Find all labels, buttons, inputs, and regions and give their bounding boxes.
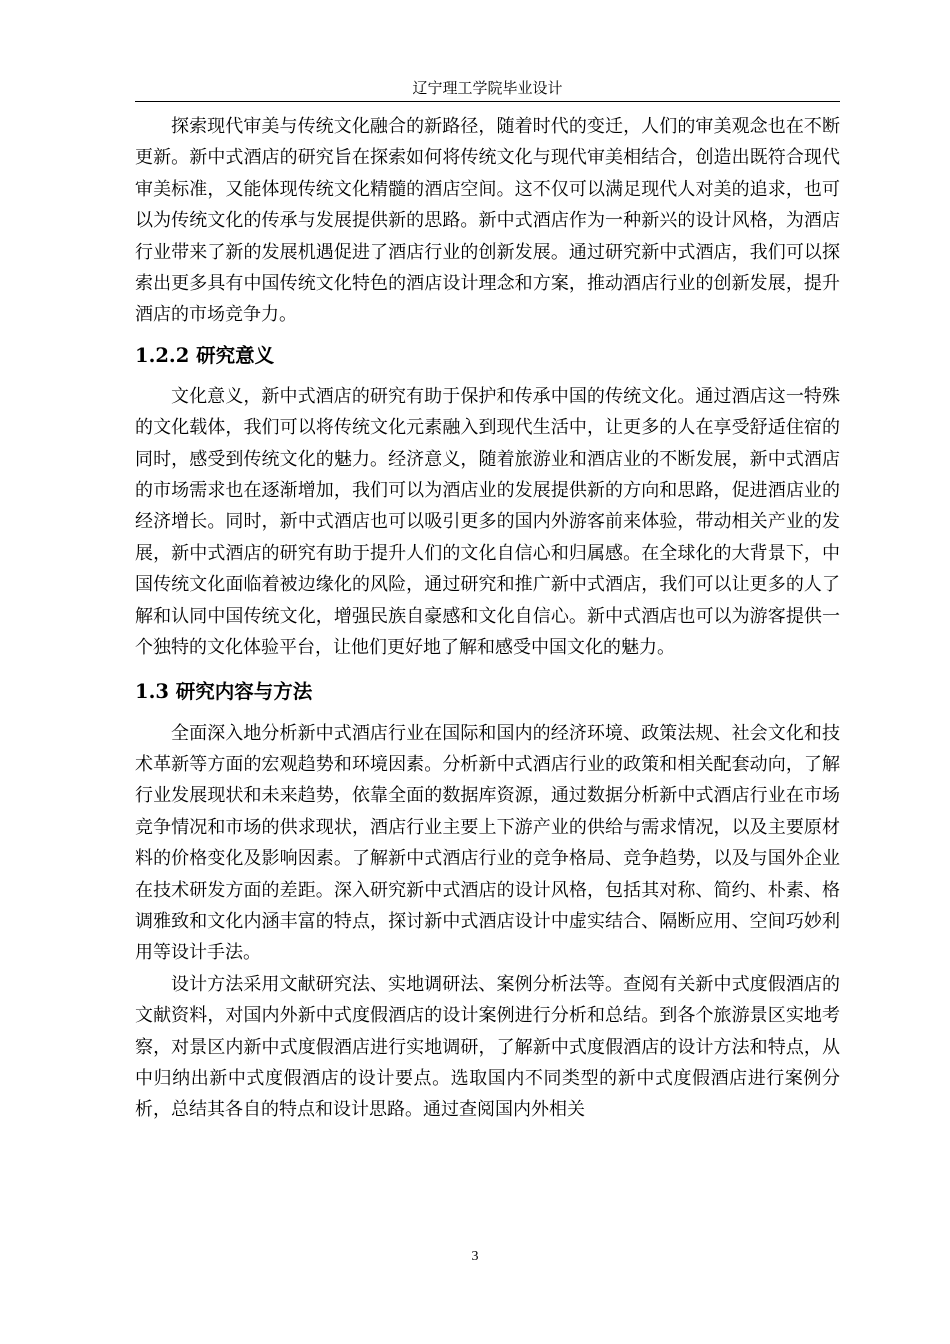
page-header: 辽宁理工学院毕业设计 bbox=[412, 79, 563, 97]
intro-paragraph: 探索现代审美与传统文化融合的新路径，随着时代的变迁，人们的审美观念也在不断更新。新中式酒店的研究旨在探索如何将传统文化与现代审美相结合，创造出既符合现代审美标准，又能体现传统文化精髓的酒店空间。这不仅可以满足现代人对美的追求，也可以为传统文化的传承与发展提供新的思路。新中式酒店作为一种新兴的设计风格，为酒店行业带来了新的发展机遇促进了酒店行业的创新发展。通过研究新中式酒店，我们可以探索出更多具有中国传统文化特色的酒店设计理念和方案，推动酒店行业的创新发展，提升酒店的市场竞争力。 bbox=[135, 116, 840, 326]
significance-paragraph: 文化意义，新中式酒店的研究有助于保护和传承中国的传统文化。通过酒店这一特殊的文化载体，我们可以将传统文化元素融入到现代生活中，让更多的人在享受舒适住宿的同时，感受到传统文化的魅力。经济意义，随着旅游业和酒店业的不断发展，新中式酒店的市场需求也在逐渐增加，我们可以为酒店业的发展提供新的方向和思路，促进酒店业的经济增长。同时，新中式酒店也可以吸引更多的国内外游客前来体验，带动相关产业的发展，新中式酒店的研究有助于提升人们的文化自信心和归属感。在全球化的大背景下，中国传统文化面临着被边缘化的风险，通过研究和推广新中式酒店，我们可以让更多的人了解和认同中国传统文化，增强民族自豪感和文化自信心。新中式酒店也可以为游客提供一个独特的文化体验平台，让他们更好地了解和感受中国文化的魅力。 bbox=[135, 385, 840, 659]
content-paragraph: 全面深入地分析新中式酒店行业在国际和国内的经济环境、政策法规、社会文化和技术革新等方面的宏观趋势和环境因素。分析新中式酒店行业的政策和相关配套动向，了解行业发展现状和未来趋势，依靠全面的数据库资源，通过数据分析新中式酒店行业在市场竞争情况和市场的供求现状，酒店行业主要上下游产业的供给与需求情况，以及主要原材料的价格变化及影响因素。了解新中式酒店行业的竞争格局、竞争趋势，以及与国外企业在技术研发方面的差距。深入研究新中式酒店的设计风格，包括其对称、简约、朴素、格调雅致和文化内涵丰富的特点，探讨新中式酒店设计中虚实结合、隔断应用、空间巧妙利用等设计手法。 bbox=[135, 722, 840, 964]
page-body bbox=[135, 111, 840, 1126]
section-heading-1-3: 1.3 研究内容与方法 bbox=[135, 679, 313, 703]
header-divider bbox=[135, 101, 840, 102]
section-heading-1-2-2: 1.2.2 研究意义 bbox=[135, 343, 275, 367]
page-number: 3 bbox=[471, 1249, 479, 1264]
method-paragraph: 设计方法采用文献研究法、实地调研法、案例分析法等。查阅有关新中式度假酒店的文献资料，对国内外新中式度假酒店的设计案例进行分析和总结。到各个旅游景区实地考察，对景区内新中式度假酒店进行实地调研，了解新中式度假酒店的设计方法和特点，从中归纳出新中式度假酒店的设计要点。选取国内不同类型的新中式度假酒店进行案例分析，总结其各自的特点和设计思路。通过查阅国内外相关 bbox=[135, 973, 840, 1121]
